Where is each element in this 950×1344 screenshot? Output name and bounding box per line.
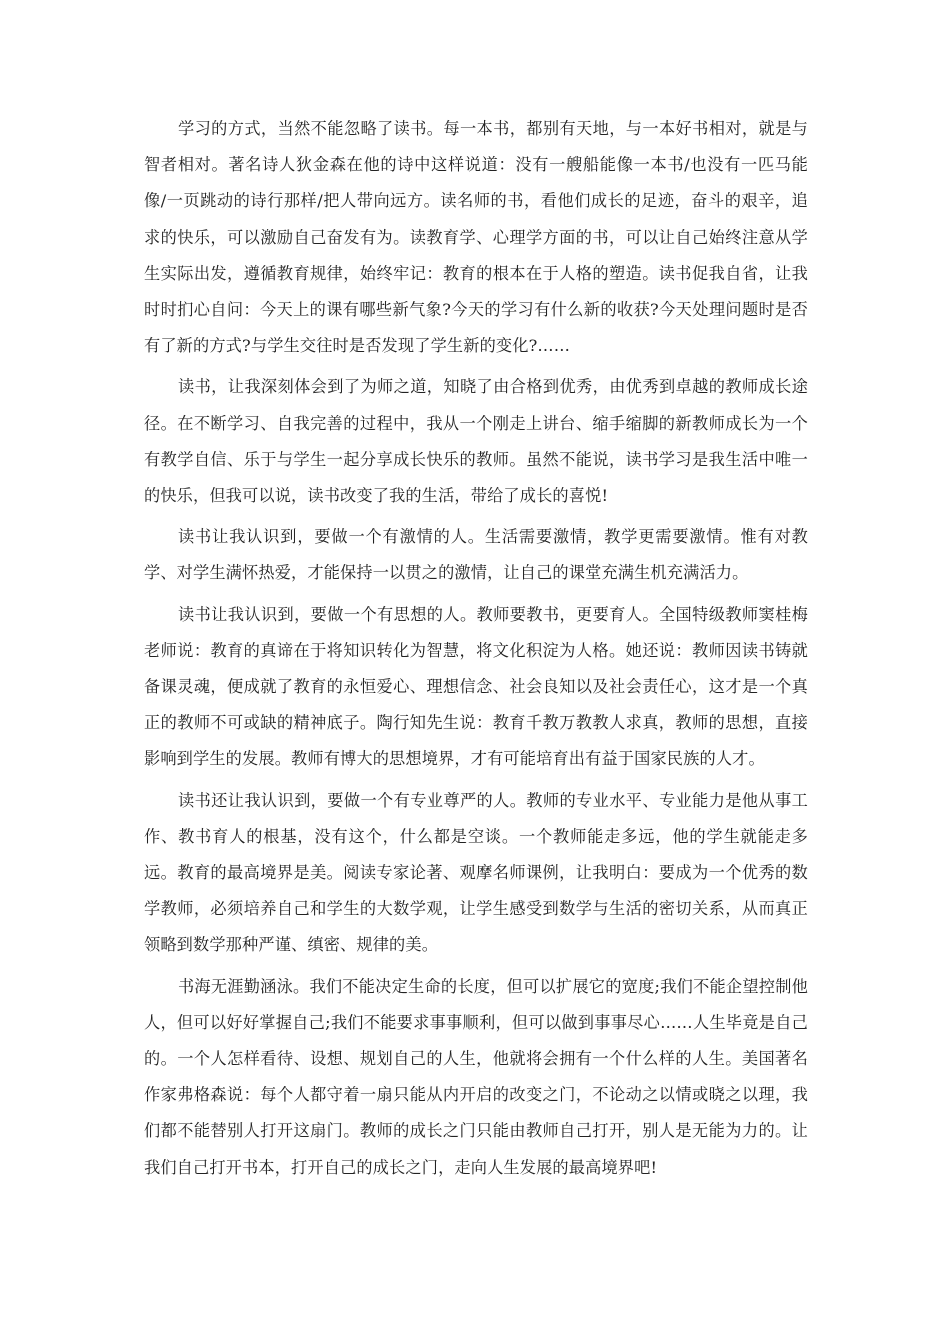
paragraph-professional-dignity: 读书还让我认识到，要做一个有专业尊严的人。教师的专业水平、专业能力是他从事工作、教书育人的根基，没有这个，什么都是空谈。一个教师能走多远，他的学生就能走多远。教育的最高境界是美。阅读专家论著、观摩名师课例，让我明白：要成为一个优秀的数学教师，必须培养自己和学生的大数学观，让学生感受到数学与生活的密切关系，从而真正领略到数学那种严谨、缜密、规律的美。 [144,790,808,955]
paragraph-teacher-growth: 读书，让我深刻体会到了为师之道，知晓了由合格到优秀，由优秀到卓越的教师成长途径。在不断学习、自我完善的过程中，我从一个刚走上讲台、缩手缩脚的新教师成长为一个有教学自信、乐于与学生一起分享成长快乐的教师。虽然不能说，读书学习是我生活中唯一的快乐，但我可以说，读书改变了我的生活，带给了成长的喜悦! [144,377,808,506]
document-page [144,111,808,1191]
paragraph-conclusion: 书海无涯勤涵泳。我们不能决定生命的长度，但可以扩展它的宽度;我们不能企望控制他人，但可以好好掌握自己;我们不能要求事事顺利，但可以做到事事尽心……人生毕竟是自己的。一个人怎样看待、设想、规划自己的人生，他就将会拥有一个什么样的人生。美国著名作家弗格森说：每个人都守着一扇只能从内开启的改变之门，不论动之以情或晓之以理，我们都不能替别人打开这扇门。教师的成长之门只能由教师自己打开，别人是无能为力的。让我们自己打开书本，打开自己的成长之门，走向人生发展的最高境界吧! [144,976,808,1177]
paragraph-passion: 读书让我认识到，要做一个有激情的人。生活需要激情，教学更需要激情。惟有对教学、对学生满怀热爱，才能保持一以贯之的激情，让自己的课堂充满生机充满活力。 [144,527,808,583]
paragraph-thought: 读书让我认识到，要做一个有思想的人。教师要教书，更要育人。全国特级教师窦桂梅老师说：教育的真谛在于将知识转化为智慧，将文化积淀为人格。她还说：教师因读书铸就备课灵魂，便成就了教育的永恒爱心、理想信念、社会良知以及社会责任心，这才是一个真正的教师不可或缺的精神底子。陶行知先生说：教育千教万教教人求真，教师的思想，直接影响到学生的发展。教师有博大的思想境界，才有可能培育出有益于国家民族的人才。 [144,604,808,769]
paragraph-reading-methods: 学习的方式，当然不能忽略了读书。每一本书，都别有天地，与一本好书相对，就是与智者相对。著名诗人狄金森在他的诗中这样说道：没有一艘船能像一本书/也没有一匹马能像/一页跳动的诗行那样/把人带向远方。读名师的书，看他们成长的足迹，奋斗的艰辛，追求的快乐，可以激励自己奋发有为。读教育学、心理学方面的书，可以让自己始终注意从学生实际出发，遵循教育规律，始终牢记：教育的根本在于人格的塑造。读书促我自省，让我时时扪心自问：今天上的课有哪些新气象?今天的学习有什么新的收获?今天处理问题时是否有了新的方式?与学生交往时是否发现了学生新的变化?…… [144,119,808,356]
